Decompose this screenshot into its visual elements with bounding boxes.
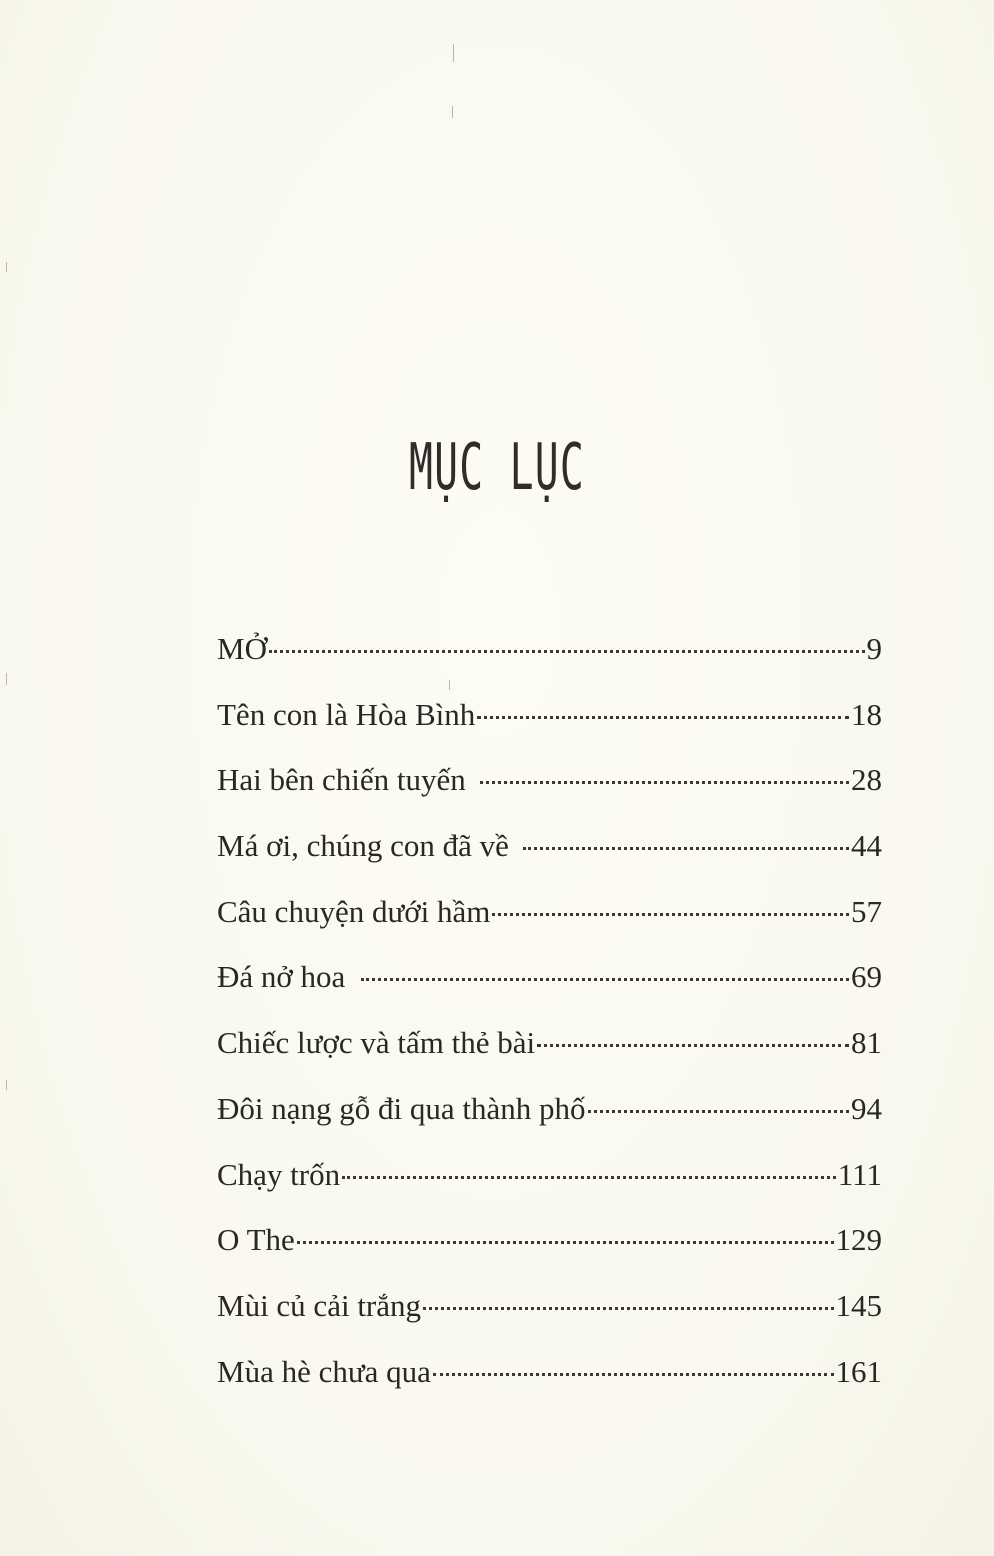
toc-entry-title: Chạy trốn: [217, 1156, 341, 1192]
dot-leader: [423, 1307, 833, 1310]
toc-entry-page: 9: [866, 631, 882, 666]
toc-entry-page: 69: [851, 959, 882, 995]
toc-entry-page: 111: [837, 1156, 882, 1192]
toc-entry: [217, 885, 882, 951]
dot-leader: [342, 1176, 836, 1179]
dot-leader: [492, 913, 849, 916]
toc-entry-page: 28: [851, 762, 882, 798]
toc-entry: [217, 688, 882, 754]
dot-leader: [537, 1044, 849, 1047]
toc-entry-title: Mùi củ cải trắng: [217, 1287, 422, 1323]
dot-leader: [361, 978, 849, 981]
toc-entry-title: O The: [217, 1222, 295, 1258]
toc-entry: [217, 1082, 882, 1148]
toc-entry: [217, 753, 882, 819]
dot-leader: [297, 1241, 834, 1244]
toc-entry-title: Chiếc lược và tấm thẻ bài: [217, 1025, 536, 1061]
paper-speck: [6, 673, 7, 685]
toc-entry-title: Má ơi, chúng con đã về: [217, 828, 509, 864]
dot-leader: [269, 650, 865, 653]
toc-entry: [217, 1148, 882, 1214]
toc-entry: [217, 1345, 882, 1411]
dot-leader: [480, 781, 849, 784]
dot-leader: [433, 1373, 834, 1376]
toc-entry-page: 18: [851, 696, 882, 732]
paper-speck: [6, 262, 7, 272]
toc-entry: [217, 950, 882, 1016]
toc-entry-page: 44: [851, 828, 882, 864]
toc-entry: [217, 622, 882, 688]
dot-leader: [477, 716, 849, 719]
page-title: MỤC LỤC: [409, 430, 585, 505]
table-of-contents: [217, 622, 882, 1410]
toc-entry-page: 94: [851, 1090, 882, 1126]
dot-leader: [588, 1110, 849, 1113]
paper-speck: [452, 106, 453, 118]
toc-entry-page: 161: [835, 1353, 882, 1389]
toc-entry-page: 129: [835, 1222, 882, 1258]
toc-entry: [217, 819, 882, 885]
toc-entry-title: Hai bên chiến tuyến: [217, 762, 466, 798]
toc-entry: [217, 1279, 882, 1345]
toc-entry-title: Tên con là Hòa Bình: [217, 696, 476, 732]
toc-entry-title: Đá nở hoa: [217, 959, 346, 995]
paper-speck: [6, 1080, 7, 1090]
toc-entry: [217, 1016, 882, 1082]
toc-entry-page: 145: [835, 1287, 882, 1323]
toc-entry-title: Mùa hè chưa qua: [217, 1353, 431, 1389]
dot-leader: [523, 847, 849, 850]
toc-entry: [217, 1213, 882, 1279]
paper-speck: [453, 44, 454, 62]
toc-entry-title: MỞ: [217, 631, 267, 666]
toc-entry-title: Đôi nạng gỗ đi qua thành phố: [217, 1090, 586, 1126]
toc-entry-page: 81: [851, 1025, 882, 1061]
toc-entry-title: Câu chuyện dưới hầm: [217, 893, 491, 929]
toc-entry-page: 57: [851, 893, 882, 929]
